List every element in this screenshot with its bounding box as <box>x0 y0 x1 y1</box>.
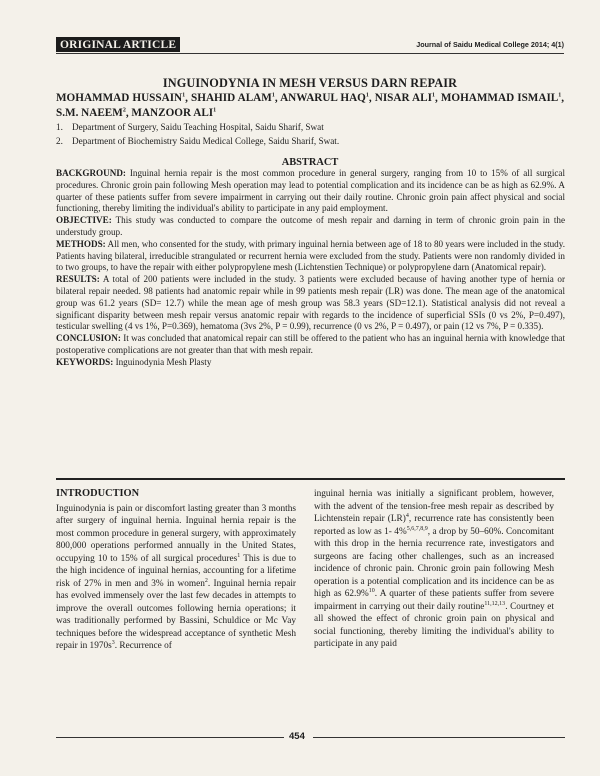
footer-rule-left <box>56 737 284 738</box>
citation-mark: 11,12,13 <box>484 600 506 607</box>
citation-mark: 3 <box>111 639 115 646</box>
footer-rule-right <box>313 737 565 738</box>
author-name: SHAHID ALAM <box>191 92 272 104</box>
citation-mark: 10 <box>368 587 375 594</box>
intro-right-column: inguinal hernia was initially a significant problem, however, with the advent of the tension-free mesh repair as described by Lichtenstein repair (LR)$^4$, recurrence rate has consistently been reported as low as 1- 4%$^{5,6,7,8,9}$, a drop by 50–60%. Concomitant with this drop in the hernia recurrence rate, investigators and surgeons are facing other challenges, such as an increased incidence of chronic pain. Chronic groin pain following Mesh operation is a potential complication and its incidence can be as high as 62.9%$^{10}$. A quarter of these patients suffer from severe impairment in carrying out their daily routine$^{11,12,13}$. Courtney et all showed the effect of chronic groin pain on physical and social functioning, thereby limiting the individual's ability to participate in any paid <box>314 489 555 649</box>
author-affiliation-mark: 1 <box>365 92 369 99</box>
methods-label: METHODS: <box>56 238 106 249</box>
author-name: MANZOOR ALI <box>131 106 214 119</box>
author-affiliation-mark: 1 <box>213 106 217 113</box>
author-affiliation-mark: 1 <box>271 92 275 99</box>
author-name: MOHAMMAD ISMAIL <box>440 92 559 104</box>
abstract-results: RESULTS: A total of 200 patients were included in the study. 3 patients were excluded because of having another type of hernia or bilateral repair needed. 98 patients had anatomic repair while in 99 patients mesh repair (LR) was done. The mean age of the anatomical group was 61.2 years (SD= 12.7) while the mean age of mesh group was 58.3 years (SD=12.1). Statistical analysis did not reveal a significant disparity between mesh repair versus anatomic repair with regards to the incidence of superficial SSIs (0 vs 2%, P=0.497), testicular swelling (4 vs 1%, P=0.369), hematoma (3vs 2%, P = 0.99), recurrence (0 vs 2%, P = 0.497), or pain (12 vs 7%, P = 0.335). <box>56 274 565 332</box>
author-name: NISAR ALI <box>374 92 432 104</box>
author-name: ANWARUL HAQ <box>280 92 366 104</box>
affiliation-1 <box>56 121 564 133</box>
header-divider <box>56 53 564 54</box>
keywords-label: KEYWORDS: <box>56 356 114 367</box>
abstract-heading: ABSTRACT <box>281 157 339 168</box>
background-label: BACKGROUND: <box>56 168 126 178</box>
citation-mark: 4 <box>405 512 409 519</box>
objective-label: OBJECTIVE: <box>56 215 112 226</box>
author-affiliation-mark: 1 <box>558 92 562 99</box>
article-type-badge: ORIGINAL ARTICLE <box>56 37 180 52</box>
affiliation-text: Department of Biochemistry Saidu Medical College, Saidu Sharif, Swat. <box>72 136 340 146</box>
results-label: RESULTS: <box>56 274 100 285</box>
citation-mark: 5,6,7,8,9 <box>406 525 428 532</box>
affiliation-number: 2. <box>56 136 63 146</box>
author-name: MOHAMMAD HUSSAIN <box>56 92 183 104</box>
journal-citation: Journal of Saidu Medical College 2014; 4(1) <box>416 40 564 49</box>
introduction-heading: INTRODUCTION <box>56 488 140 499</box>
author-list: MOHAMMAD HUSSAIN$^1$, SHAHID ALAM$^1$, ANWARUL HAQ$^1$, NISAR ALI$^1$, MOHAMMAD ISMAIL$^1$, S.M. NAEEM$^2$, MANZOOR ALI$^1$ <box>56 92 565 119</box>
abstract-objective: OBJECTIVE: This study was conducted to compare the outcome of mesh repair and darning in term of chronic groin pain in the understudy group. <box>56 215 565 237</box>
affiliation-2 <box>56 135 564 147</box>
author-name: S.M. NAEEM <box>56 106 123 119</box>
article-title: INGUINODYNIA IN MESH VERSUS DARN REPAIR <box>162 76 458 90</box>
abstract-keywords: KEYWORDS: Inguinodynia Mesh Plasty <box>56 356 212 367</box>
conclusion-label: CONCLUSION: <box>56 333 121 344</box>
abstract-methods: METHODS: All men, who consented for the study, with primary inguinal hernia between age of 18 to 80 years were included in the study. Patients having bilateral, irreducible strangulated or recurrent hernia were excluded from the study. Patients were non randomly divided in to two groups, to have the repair with either polypropylene mesh (Lichtenstien Technique) or polypropylene darn (Anatomical repair). <box>56 238 565 273</box>
abstract-bottom-rule <box>56 478 565 480</box>
affiliation-text: Department of Surgery, Saidu Teaching Hospital, Saidu Sharif, Swat <box>72 122 324 132</box>
citation-mark: 1 <box>237 552 241 559</box>
abstract-conclusion: CONCLUSION: It was concluded that anatomical repair can still be offered to the patient who has an inguinal hernia with knowledge that postoperative complications are not greater than that with mesh repair. <box>56 333 565 355</box>
page-number: 454 <box>289 731 305 742</box>
author-affiliation-mark: 1 <box>431 92 435 99</box>
abstract-background: BACKGROUND: Inguinal hernia repair is the most common procedure in general surgery, ranging from 10 to 15% of all surgical procedures. Chronic groin pain following Mesh operation may lead to potential complication and its incidence can be as high as 62.9%. A quarter of these patients suffer from severe impairment in carrying out their daily routine. Chronic groin pain affect physical and social functioning, thereby limiting the individual's ability to participate in any paid employment. <box>56 168 565 214</box>
intro-left-column: INTRODUCTION Inguinodynia is pain or discomfort lasting greater than 3 months after surgery of inguinal hernia. Inguinal hernia repair is the most common procedure in general surgery, with approximately 800,000 operations performed annually in the United States, occupying 10 to 15% of all surgical procedures$^1$ This is due to the high incidence of inguinal hernias, accounting for a lifetime risk of 27% in men and 3% in women$^2$. Inguinal hernia repair has evolved immensely over the last few decades in attempts to improve the overall outcomes following hernia operations; it was traditionally performed by Bassini, Schuldice or Mc Vay techniques before the widespread acceptance of synthetic Mesh repair in $1970s^3$. Recurrence of <box>56 488 296 651</box>
author-affiliation-mark: 1 <box>182 92 186 99</box>
citation-mark: 2 <box>204 577 208 584</box>
affiliation-number: 1. <box>56 122 63 132</box>
author-affiliation-mark: 2 <box>122 106 126 113</box>
abstract-body <box>56 168 565 369</box>
